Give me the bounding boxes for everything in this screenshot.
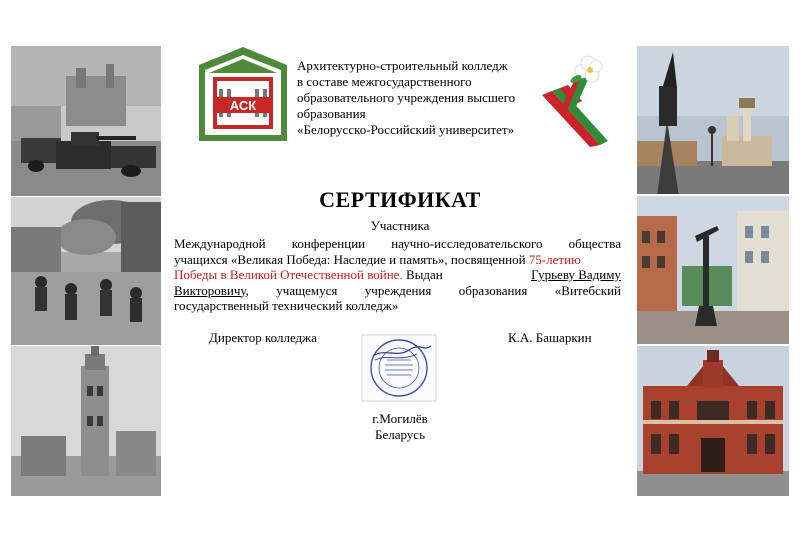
body-line-4 — [174, 283, 621, 299]
body-word: Международной — [174, 236, 266, 251]
body-line-1 — [174, 236, 621, 252]
college-name-line: образовательного учреждения высшего — [297, 90, 516, 105]
city: г.Могилёв — [372, 411, 428, 426]
photo-city-street — [637, 196, 789, 344]
body-word: «Витебский — [554, 282, 621, 298]
logo-text: АСК — [229, 98, 257, 113]
body-word: учреждения — [364, 282, 432, 298]
body-word: учащемуся — [276, 282, 338, 298]
college-name — [297, 58, 537, 138]
body-line-2 — [174, 252, 621, 268]
college-name-line: в составе межгосударственного — [297, 74, 472, 89]
recipient-patronymic: Викторовичу, — [174, 282, 249, 298]
college-name-line: «Белорусско-Российский университет» — [297, 122, 515, 137]
certificate-title: СЕРТИФИКАТ — [319, 187, 481, 212]
recipient-name: Гурьеву Вадиму — [531, 267, 621, 282]
official-stamp — [361, 334, 437, 402]
body-word: научно-исследовательского — [391, 236, 543, 251]
body-word: общества — [568, 236, 621, 251]
belarus-ribbon-flower — [538, 55, 610, 147]
body-text-part: учащихся «Великая Победа: Наследие и память», посвященной — [174, 251, 529, 267]
director-label: Директор колледжа — [209, 330, 317, 345]
director-name: К.А. Башаркин — [508, 330, 592, 345]
body-text-part: Выдан — [402, 267, 446, 282]
photo-war-tanks — [11, 46, 161, 196]
college-logo — [197, 45, 289, 143]
college-name-line: Архитектурно-строительный колледж — [297, 58, 508, 73]
photo-red-building — [637, 346, 789, 496]
body-word: образования — [458, 282, 528, 298]
college-name-line: образования — [297, 106, 366, 121]
victory-highlight: Победы в Великой Отечественной войне. — [174, 267, 403, 282]
certificate-subtitle: Участника — [370, 218, 430, 233]
anniversary-highlight: 75-летию — [528, 251, 581, 267]
photo-monument-square — [637, 46, 789, 194]
country: Беларусь — [374, 427, 426, 442]
body-line-3 — [174, 267, 621, 283]
certificate-body — [174, 236, 621, 314]
body-word: конференции — [291, 236, 366, 251]
body-line-5 — [174, 298, 621, 314]
institution-name: государственный технический колледж» — [174, 298, 399, 313]
